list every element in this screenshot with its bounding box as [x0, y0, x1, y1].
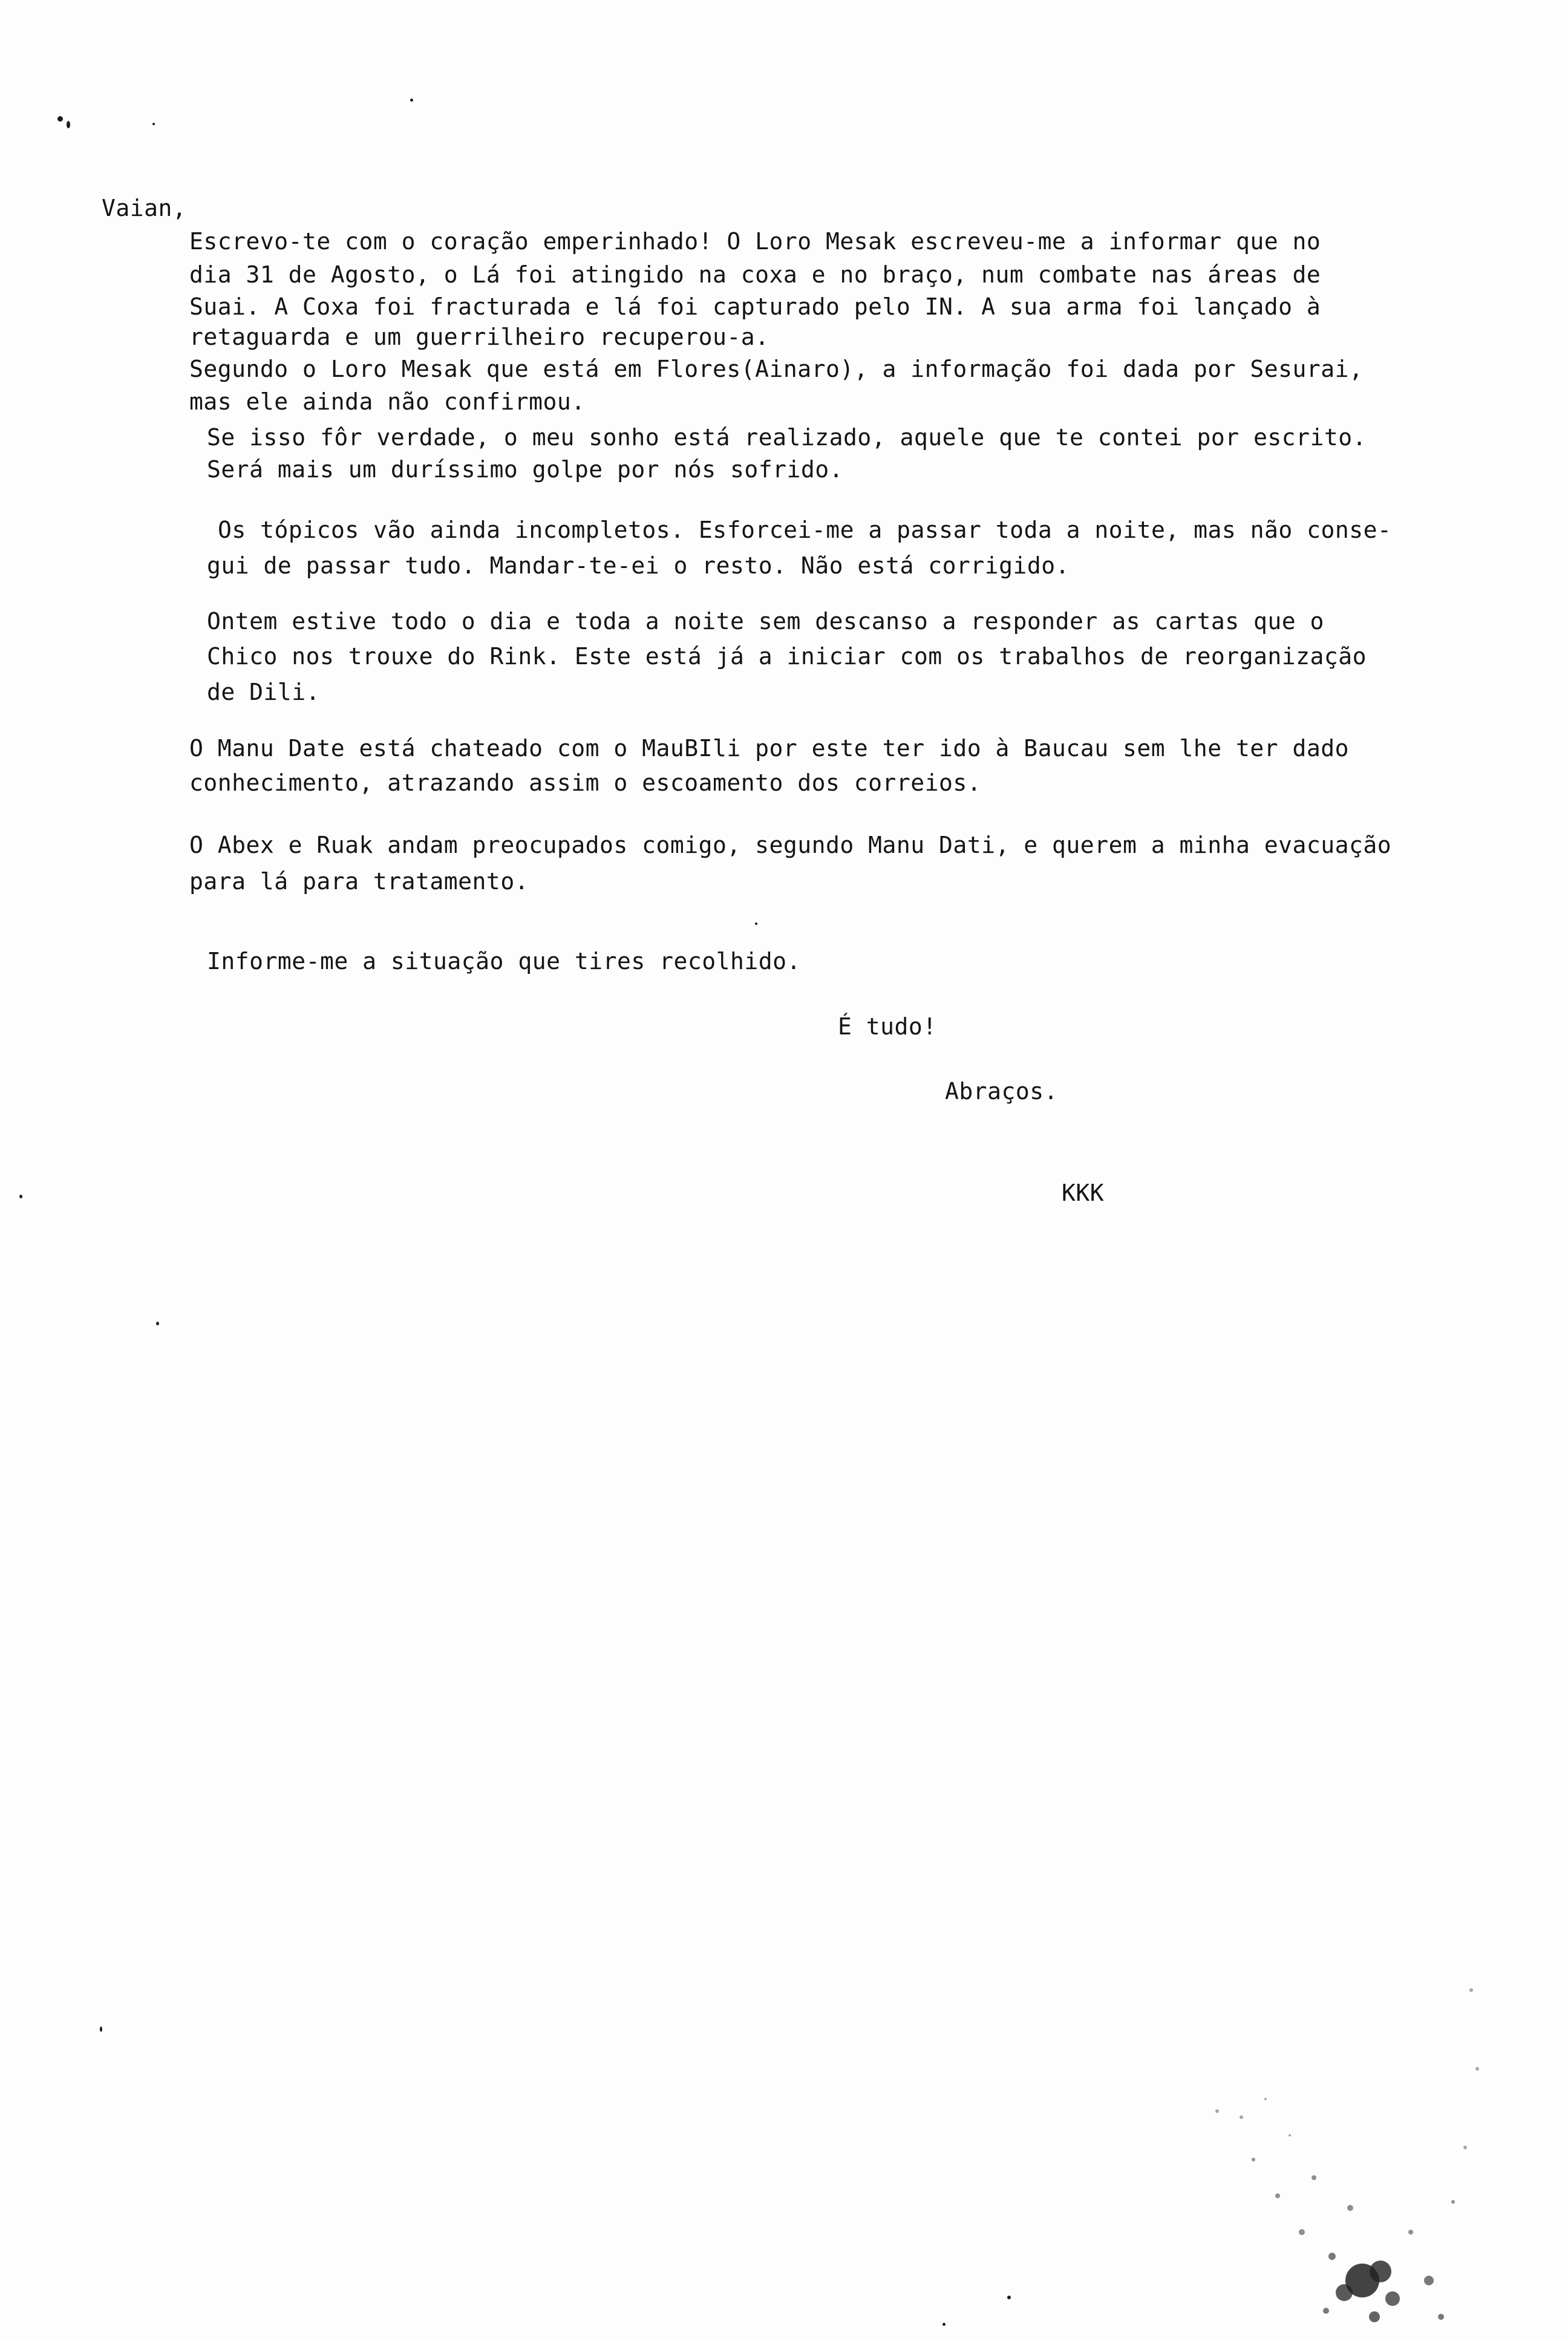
paragraph-1-line-5: Segundo o Loro Mesak que está em Flores(Ainaro), a informação foi dada por Sesurai, — [189, 356, 1364, 382]
scan-speck — [942, 2323, 946, 2326]
scan-speck — [67, 121, 70, 128]
paragraph-1-line-2: dia 31 de Agosto, o Lá foi atingido na coxa e no braço, num combate nas áreas de — [189, 261, 1321, 288]
paragraph-7: Informe-me a situação que tires recolhido. — [207, 948, 801, 975]
paragraph-1-line-1: Escrevo-te com o coração emperinhado! O Loro Mesak escreveu-me a informar que no — [189, 228, 1321, 255]
paragraph-4-line-1: Ontem estive todo o dia e toda a noite sem descanso a responder as cartas que o — [207, 608, 1324, 635]
closing-line-1: É tudo! — [838, 1013, 937, 1040]
scan-speck — [19, 1195, 22, 1198]
scan-speck — [755, 922, 757, 925]
scan-speck — [57, 116, 63, 122]
paragraph-6-line-2: para lá para tratamento. — [189, 868, 529, 895]
scan-speck — [152, 123, 155, 125]
paragraph-4-line-2: Chico nos trouxe do Rink. Este está já a iniciar com os trabalhos de reorganização — [207, 643, 1367, 670]
closing-line-2: Abraços. — [945, 1078, 1059, 1105]
paragraph-3-line-2: gui de passar tudo. Mandar-te-ei o resto. Não está corrigido. — [207, 552, 1070, 579]
signature: KKK — [1062, 1180, 1105, 1206]
paragraph-4-line-3: de Dili. — [207, 679, 321, 705]
scan-speck — [100, 2026, 102, 2032]
paragraph-5-line-1: O Manu Date está chateado com o MauBIli por este ter ido à Baucau sem lhe ter dado — [189, 735, 1349, 762]
scan-speck — [1007, 2296, 1011, 2299]
paragraph-1-line-3: Suai. A Coxa foi fracturada e lá foi capturado pelo IN. A sua arma foi lançado à — [189, 293, 1321, 320]
scan-noise-stain — [1181, 1918, 1495, 2341]
paragraph-1-line-6: mas ele ainda não confirmou. — [189, 388, 586, 415]
scan-speck — [410, 99, 413, 102]
paragraph-2-line-2: Será mais um duríssimo golpe por nós sofrido. — [207, 456, 844, 483]
salutation: Vaian, — [102, 195, 187, 221]
paragraph-3-line-1: Os tópicos vão ainda incompletos. Esforcei-me a passar toda a noite, mas não conse- — [218, 517, 1392, 543]
paragraph-1-line-4: retaguarda e um guerrilheiro recuperou-a. — [189, 324, 769, 350]
paragraph-6-line-1: O Abex e Ruak andam preocupados comigo, segundo Manu Dati, e querem a minha evacuação — [189, 832, 1392, 858]
scan-speck — [156, 1322, 159, 1325]
paragraph-5-line-2: conhecimento, atrazando assim o escoamento dos correios. — [189, 769, 982, 796]
paragraph-2-line-1: Se isso fôr verdade, o meu sonho está realizado, aquele que te contei por escrito. — [207, 424, 1367, 451]
